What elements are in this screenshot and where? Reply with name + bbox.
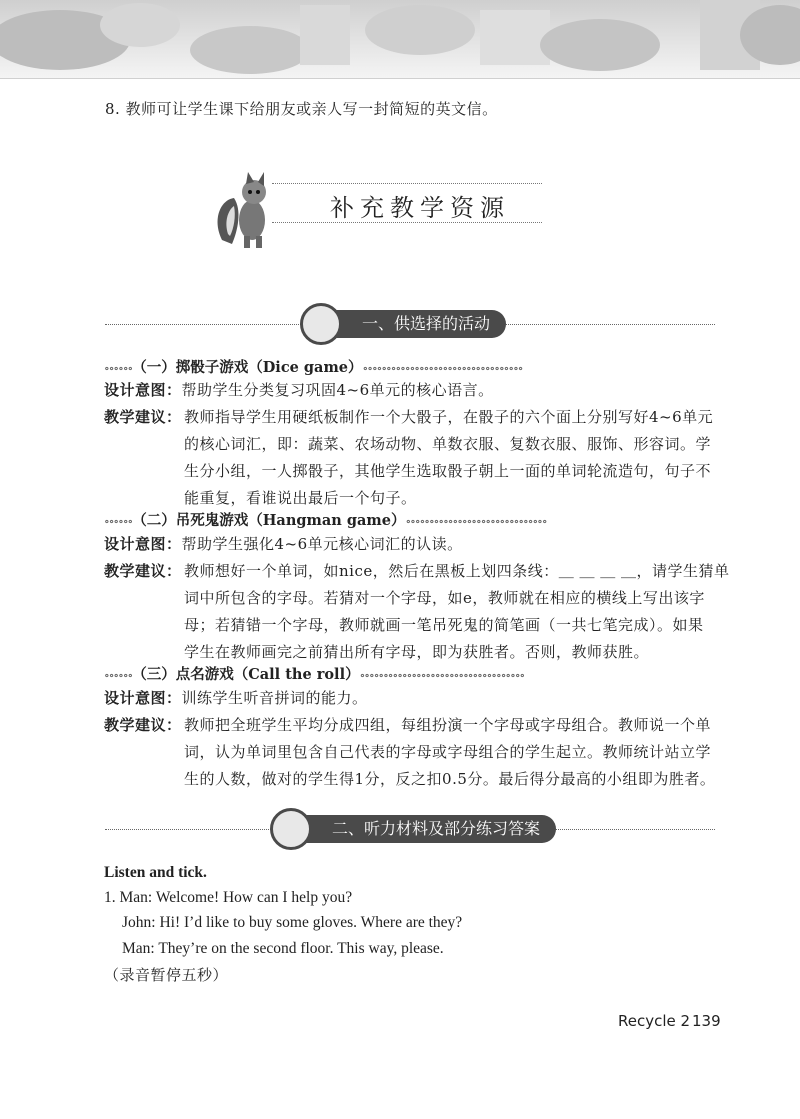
activity2-intent: 设计意图：帮助学生强化4~6单元核心词汇的认读。 — [104, 535, 463, 553]
listening-pause: （录音暂停五秒） — [104, 966, 229, 984]
section1-badge-icon — [300, 303, 342, 345]
activity1-suggest-label: 教学建议： — [104, 408, 182, 426]
listening-line: 1. Man: Welcome! How can I help you? — [104, 889, 353, 906]
footer-unit: Recycle 2 — [618, 1012, 691, 1030]
activity3-suggest-line: 教师把全班学生平均分成四组，每组扮演一个字母或字母组合。教师说一个单 — [184, 716, 712, 734]
activity1-heading: ∘∘∘∘∘∘（一）掷骰子游戏（Dice game）∘∘∘∘∘∘∘∘∘∘∘∘∘∘∘∘∘∘∘∘∘∘∘∘∘∘∘∘∘∘∘∘∘∘ — [104, 359, 523, 376]
activity1-suggest-line: 生分小组，一人掷骰子，其他学生选取骰子朝上一面的单词轮流造句，句子不 — [184, 462, 712, 480]
activity1-intent: 设计意图：帮助学生分类复习巩固4~6单元的核心语言。 — [104, 381, 494, 399]
activity1-suggest-line: 教师指导学生用硬纸板制作一个大骰子，在骰子的六个面上分别写好4~6单元 — [184, 408, 714, 426]
listening-line: John: Hi! I’d like to buy some gloves. Where are they? — [122, 914, 463, 931]
activity3-suggest-line: 词，认为单词里包含自己代表的字母或字母组合的学生起立。教师统计站立学 — [184, 743, 712, 761]
activity2-suggest-line: 词中所包含的字母。若猜对一个字母，如e，教师就在相应的横线上写出该字 — [184, 589, 705, 607]
page-number: 139 — [692, 1012, 721, 1030]
activity2-suggest-label: 教学建议： — [104, 562, 182, 580]
header-decoration — [0, 0, 800, 78]
activity3-heading: ∘∘∘∘∘∘（三）点名游戏（Call the roll）∘∘∘∘∘∘∘∘∘∘∘∘∘∘∘∘∘∘∘∘∘∘∘∘∘∘∘∘∘∘∘∘∘∘∘ — [104, 666, 525, 683]
activity1-suggest-line: 的核心词汇，即：蔬菜、农场动物、单数衣服、复数衣服、服饰、形容词。学 — [184, 435, 712, 453]
activity2-suggest-line: 母；若猜错一个字母，教师就画一笔吊死鬼的简笔画（一共七笔完成）。如果 — [184, 616, 704, 634]
listening-heading: Listen and tick. — [104, 864, 207, 881]
activity3-suggest-line: 生的人数，做对的学生得1分，反之扣0.5分。最后得分最高的小组即为胜者。 — [184, 770, 716, 788]
section1-title: 一、供选择的活动 — [320, 310, 506, 338]
listening-line: Man: They’re on the second floor. This way, please. — [122, 940, 444, 957]
activity2-heading: ∘∘∘∘∘∘（二）吊死鬼游戏（Hangman game）∘∘∘∘∘∘∘∘∘∘∘∘∘∘∘∘∘∘∘∘∘∘∘∘∘∘∘∘∘∘ — [104, 512, 547, 529]
activity2-suggest-line: 学生在教师画完之前猜出所有字母，即为获胜者。否则，教师获胜。 — [184, 643, 650, 661]
activity3-intent: 设计意图：训练学生听音拼词的能力。 — [104, 689, 368, 707]
resource-title: 补充教学资源 — [330, 194, 510, 222]
activity2-suggest-line: 教师想好一个单词，如nice，然后在黑板上划四条线：＿ ＿ ＿ ＿，请学生猜单 — [184, 562, 730, 580]
header-banner — [0, 0, 800, 79]
intro-item: 8. 教师可让学生课下给朋友或亲人写一封简短的英文信。 — [105, 100, 498, 118]
activity1-suggest-line: 能重复，看谁说出最后一个句子。 — [184, 489, 417, 507]
section2-title: 二、听力材料及部分练习答案 — [290, 815, 556, 843]
section2-badge-icon — [270, 808, 312, 850]
activity3-suggest-label: 教学建议： — [104, 716, 182, 734]
